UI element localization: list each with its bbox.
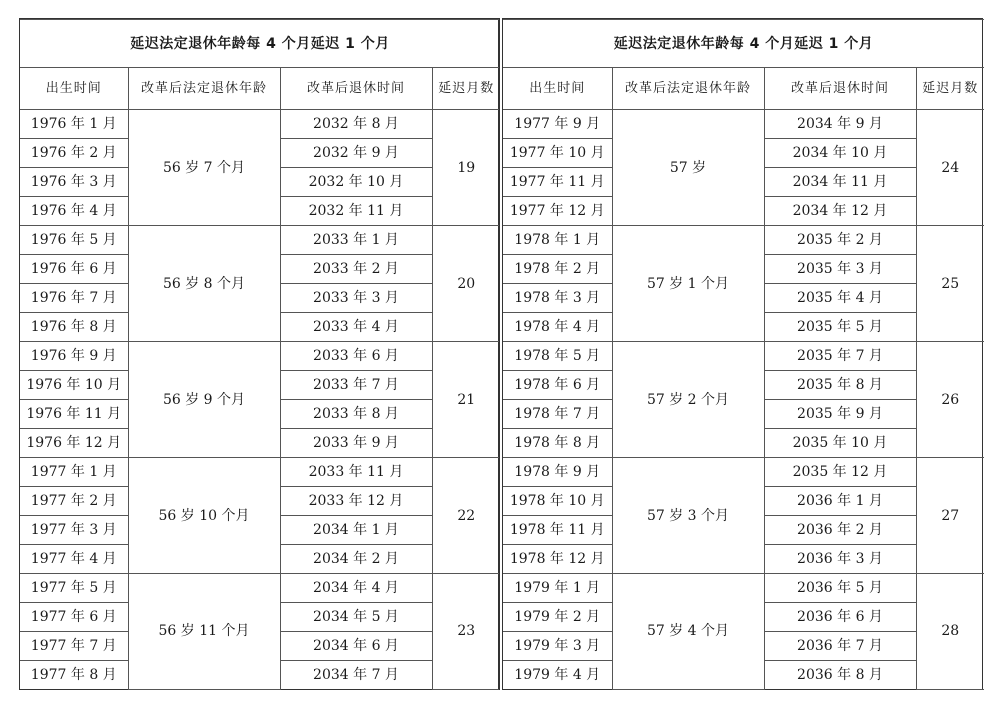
header-retirement-age: 改革后法定退休年龄 [128,68,280,110]
retirement-time-cell: 2036 年 8 月 [764,661,916,690]
birth-date-cell: 1976 年 5 月 [20,226,128,255]
retirement-time-cell: 2035 年 9 月 [764,400,916,429]
retirement-time-cell: 2033 年 4 月 [280,313,432,342]
table-row [20,226,500,255]
retirement-age-cell: 56 岁 9 个月 [128,342,280,458]
retirement-table-right [502,18,983,690]
birth-date-cell: 1978 年 2 月 [503,255,612,284]
retirement-age-cell: 57 岁 [612,110,764,226]
header-retirement-time: 改革后退休时间 [764,68,916,110]
table-row [20,574,500,603]
birth-date-cell: 1978 年 3 月 [503,284,612,313]
retirement-time-cell: 2032 年 10 月 [280,168,432,197]
retirement-time-cell: 2036 年 2 月 [764,516,916,545]
retirement-time-cell: 2033 年 1 月 [280,226,432,255]
birth-date-cell: 1977 年 1 月 [20,458,128,487]
retirement-age-cell: 57 岁 2 个月 [612,342,764,458]
birth-date-cell: 1979 年 3 月 [503,632,612,661]
table-row [20,110,500,139]
delay-months-cell: 24 [916,110,984,226]
header-delay-months: 延迟月数 [916,68,984,110]
header-delay-months: 延迟月数 [432,68,500,110]
retirement-time-cell: 2033 年 6 月 [280,342,432,371]
birth-date-cell: 1978 年 1 月 [503,226,612,255]
birth-date-cell: 1977 年 7 月 [20,632,128,661]
birth-date-cell: 1976 年 9 月 [20,342,128,371]
retirement-time-cell: 2034 年 4 月 [280,574,432,603]
delay-months-cell: 21 [432,342,500,458]
birth-date-cell: 1979 年 4 月 [503,661,612,690]
retirement-age-cell: 56 岁 11 个月 [128,574,280,690]
delay-months-cell: 26 [916,342,984,458]
birth-date-cell: 1976 年 10 月 [20,371,128,400]
birth-date-cell: 1977 年 8 月 [20,661,128,690]
retirement-time-cell: 2033 年 2 月 [280,255,432,284]
retirement-time-cell: 2034 年 5 月 [280,603,432,632]
retirement-time-cell: 2034 年 1 月 [280,516,432,545]
birth-date-cell: 1979 年 1 月 [503,574,612,603]
delay-months-cell: 25 [916,226,984,342]
retirement-time-cell: 2036 年 1 月 [764,487,916,516]
retirement-time-cell: 2035 年 12 月 [764,458,916,487]
birth-date-cell: 1977 年 3 月 [20,516,128,545]
retirement-time-cell: 2036 年 3 月 [764,545,916,574]
table-row [20,458,500,487]
retirement-age-cell: 56 岁 7 个月 [128,110,280,226]
birth-date-cell: 1977 年 4 月 [20,545,128,574]
retirement-time-cell: 2036 年 5 月 [764,574,916,603]
header-birth-date: 出生时间 [503,68,612,110]
birth-date-cell: 1977 年 5 月 [20,574,128,603]
retirement-time-cell: 2033 年 9 月 [280,429,432,458]
retirement-time-cell: 2033 年 12 月 [280,487,432,516]
retirement-time-cell: 2033 年 7 月 [280,371,432,400]
table-row [503,226,984,255]
delay-months-cell: 28 [916,574,984,690]
retirement-time-cell: 2034 年 2 月 [280,545,432,574]
retirement-time-cell: 2036 年 7 月 [764,632,916,661]
retirement-table-left [19,18,499,690]
delay-months-cell: 20 [432,226,500,342]
retirement-time-cell: 2035 年 5 月 [764,313,916,342]
birth-date-cell: 1977 年 10 月 [503,139,612,168]
retirement-time-cell: 2034 年 7 月 [280,661,432,690]
retirement-time-cell: 2032 年 8 月 [280,110,432,139]
retirement-time-cell: 2035 年 2 月 [764,226,916,255]
retirement-time-cell: 2032 年 11 月 [280,197,432,226]
birth-date-cell: 1976 年 1 月 [20,110,128,139]
retirement-time-cell: 2035 年 3 月 [764,255,916,284]
table-title: 延迟法定退休年龄每 4 个月延迟 1 个月 [20,20,500,68]
retirement-time-cell: 2034 年 10 月 [764,139,916,168]
birth-date-cell: 1976 年 11 月 [20,400,128,429]
retirement-time-cell: 2033 年 8 月 [280,400,432,429]
header-retirement-time: 改革后退休时间 [280,68,432,110]
birth-date-cell: 1978 年 5 月 [503,342,612,371]
table-row [503,110,984,139]
retirement-age-cell: 57 岁 3 个月 [612,458,764,574]
retirement-time-cell: 2033 年 11 月 [280,458,432,487]
birth-date-cell: 1977 年 9 月 [503,110,612,139]
birth-date-cell: 1976 年 2 月 [20,139,128,168]
header-birth-date: 出生时间 [20,68,128,110]
birth-date-cell: 1976 年 4 月 [20,197,128,226]
retirement-time-cell: 2034 年 9 月 [764,110,916,139]
retirement-time-cell: 2034 年 6 月 [280,632,432,661]
birth-date-cell: 1976 年 12 月 [20,429,128,458]
header-retirement-age: 改革后法定退休年龄 [612,68,764,110]
table-row [20,342,500,371]
delay-months-cell: 23 [432,574,500,690]
retirement-time-cell: 2035 年 8 月 [764,371,916,400]
birth-date-cell: 1978 年 4 月 [503,313,612,342]
retirement-time-cell: 2033 年 3 月 [280,284,432,313]
retirement-time-cell: 2035 年 10 月 [764,429,916,458]
table-row [503,342,984,371]
retirement-time-cell: 2034 年 11 月 [764,168,916,197]
table-divider [499,18,500,690]
table-row [503,574,984,603]
table-row [503,458,984,487]
birth-date-cell: 1976 年 7 月 [20,284,128,313]
birth-date-cell: 1978 年 11 月 [503,516,612,545]
birth-date-cell: 1977 年 12 月 [503,197,612,226]
delay-months-cell: 22 [432,458,500,574]
retirement-time-cell: 2034 年 12 月 [764,197,916,226]
birth-date-cell: 1977 年 11 月 [503,168,612,197]
retirement-time-cell: 2035 年 7 月 [764,342,916,371]
birth-date-cell: 1978 年 8 月 [503,429,612,458]
retirement-age-cell: 56 岁 8 个月 [128,226,280,342]
birth-date-cell: 1976 年 6 月 [20,255,128,284]
retirement-time-cell: 2032 年 9 月 [280,139,432,168]
delay-months-cell: 27 [916,458,984,574]
birth-date-cell: 1976 年 8 月 [20,313,128,342]
retirement-age-cell: 56 岁 10 个月 [128,458,280,574]
delay-months-cell: 19 [432,110,500,226]
retirement-time-cell: 2035 年 4 月 [764,284,916,313]
retirement-time-cell: 2036 年 6 月 [764,603,916,632]
schedule-table [20,19,500,690]
birth-date-cell: 1977 年 6 月 [20,603,128,632]
schedule-table [503,19,984,690]
birth-date-cell: 1978 年 6 月 [503,371,612,400]
birth-date-cell: 1978 年 12 月 [503,545,612,574]
retirement-age-cell: 57 岁 1 个月 [612,226,764,342]
birth-date-cell: 1977 年 2 月 [20,487,128,516]
birth-date-cell: 1979 年 2 月 [503,603,612,632]
birth-date-cell: 1978 年 7 月 [503,400,612,429]
retirement-age-cell: 57 岁 4 个月 [612,574,764,690]
birth-date-cell: 1978 年 10 月 [503,487,612,516]
birth-date-cell: 1976 年 3 月 [20,168,128,197]
table-title: 延迟法定退休年龄每 4 个月延迟 1 个月 [503,20,984,68]
birth-date-cell: 1978 年 9 月 [503,458,612,487]
